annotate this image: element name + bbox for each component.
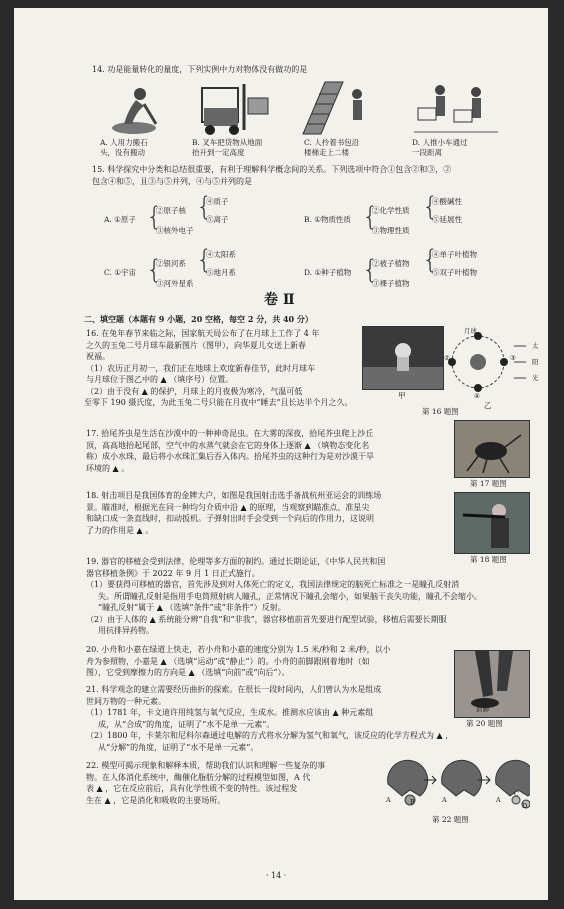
- q19-text: 19. 器官的移植会受到法律、伦理等多方面的制约。通过长期论证，《中华人民共和国 器官移植条例》于 2022 年 9 月 1 日正式施行。 （1）要获得可移植的器官，首先涉及到对人体死亡的定义，我国法律规定的脑死亡标准之一是瞳孔反射消 失。所谓瞳孔反射是指用手电筒照射病人瞳孔，正常情况下瞳孔会缩小，如果脑干丧失功能，瞳孔不会缩小。 “瞳孔反射”属于 ▲ （选填“条件”或“非条件”）反射。 （2）由于人体的 ▲ 系统能分辨“自我”和“非我”，器官移植前首先要进行配型试验，移植后需要长期服 用抗排异药物。: [86, 557, 482, 635]
- q22-label-a3: A: [496, 796, 501, 804]
- q15-a-root: A. ①原子: [104, 215, 136, 224]
- q15-d-r1: ④单子叶植物: [432, 250, 477, 259]
- q16-label-jia: 甲: [398, 391, 406, 400]
- q14-fig-a: [100, 80, 172, 136]
- part2-title: 卷 Ⅱ: [264, 292, 295, 308]
- q15-d-m1: ②被子植物: [372, 259, 410, 268]
- q15-d-r2: ⑤双子叶植物: [432, 268, 477, 277]
- q18-text: 18. 射击项目是我国体育的金牌大户，如图是我国射击选手备战杭州亚运会的训练场 景。瞄准时，根据光在同一种均匀介质中沿 ▲ 的原理，当观察到瞄准点、准星尖 和缺口成一条直线时，扣动扳机。子弹射出时手会受到一个向后的作用力，这说明 了力的作用是 ▲ 。: [86, 491, 382, 535]
- q15-d-m2: ③裸子植物: [372, 279, 410, 288]
- q16-pos-3: ③: [510, 354, 516, 362]
- q16-sunlight-label: 太 阳 光: [532, 342, 539, 382]
- q14-option-b: B. 叉车把货物从地面 抬升到一定高度: [192, 138, 263, 157]
- q15-a-m1: ②原子核: [156, 206, 186, 215]
- q20-tag: 前脚: [476, 705, 489, 713]
- q15-stem-1: 15. 科学探究中分类和总结很重要，有利于理解科学概念间的关系。下列选项中符合①包含②和③，②: [92, 165, 452, 174]
- q15-stem-2: 包含④和⑤，且③与⑤并列，④与⑤并列的是: [92, 177, 252, 186]
- q15-c-r1: ④太阳系: [206, 250, 236, 259]
- q16-moon-label: 月球: [464, 327, 477, 335]
- q16-caption: 第 16 题图: [422, 407, 459, 416]
- q15-a-r1: ④质子: [206, 197, 229, 206]
- q15-b-r1: ④酸碱性: [432, 197, 462, 206]
- q17-beetle-photo: [454, 420, 530, 478]
- q16-label-yi: 乙: [484, 401, 492, 410]
- q14-option-d: D. 人推小车通过 一段距离: [412, 138, 468, 157]
- q14-fig-c: [299, 78, 373, 136]
- q16-photo-jia: [362, 326, 444, 390]
- q14-option-c: C. 人拎着书包沿 楼梯走上二楼: [304, 138, 360, 157]
- q16-text: 16. 在兔年春节来临之际，国家航天局公布了在月球上工作了 4 年 之久的玉兔二号月球车最新图片（图甲），向华夏儿女送上新春 祝福。 （1）农历正月初一，我们正在地球上欢度新春佳节，此时月球车 与月球位于图乙中的 ▲ （填序号）位置。 （2）由于没有 ▲ 的保护，月球上的月夜极为寒冷，气温可低 至零下 190 摄氏度，为此玉兔二号只能在月夜中“睡去”且长达半个月之久。: [84, 329, 353, 407]
- q15-c-m1: ②银河系: [156, 259, 186, 268]
- q21-text: 21. 科学观念的建立需要经历曲折的探索。在很长一段时间内，人们曾认为水是组成 世间万物的一种元素。 （1）1781 年，卡文迪许用纯氢与氧气反应，生成水。推测水应该由 ▲ 种元素组 成，从“合成”的角度，证明了“水不是单一元素”。 （2）1800 年，卡莱尔和尼科尔森通过电解的方式将水分解为氢气和氧气，该反应的化学方程式为 ▲ ， 从“分解”的角度，证明了“水不是单一元素”。: [86, 685, 454, 752]
- q18-shooter-photo: [454, 492, 530, 554]
- q16-pos-1: ①: [474, 331, 480, 339]
- q14-fig-d: [414, 80, 498, 136]
- q14-fig-b: [194, 78, 274, 136]
- q18-caption: 第 18 题图: [470, 555, 507, 564]
- q15-b-m1: ②化学性质: [372, 206, 410, 215]
- q22-label-d: D: [522, 802, 528, 810]
- q22-enzyme-model: [380, 756, 530, 812]
- q15-c-root: C. ①宇宙: [104, 268, 136, 277]
- q15-c-r2: ⑤地月系: [206, 268, 236, 277]
- exam-page: 14. 功是能量转化的量度，下列实例中力对物体没有做功的是 A. 人用力搬石 头，没有搬动 B. 叉车把货物从地面 抬升到一定高度 C. 人拎着书包沿 楼梯走上二楼 D. 人推小车通过 一段距离 15. 科学探究中分类和总结很重要，有利于理解科学概念间的关系。下列选项中符合①包含②和③，② 包含④和⑤，且③与⑤并列，④与⑤并列的是 A. ①原子 { ②原子核 ③核外电子 { ④质子 ⑤离子 B. ①物质性质 { ②化学性质 ③物理性质 { ④酸碱性 ⑤延展性 C. ①宇宙 { ②银河系 ③河外星系 { ④太阳系 ⑤地月系 D. ①种子植物 { ②被子植物 ③裸子植物 { ④单子叶植物 ⑤双子叶植物 卷 Ⅱ 二、填空题（本题有 9 小题，20 空格，每空 2 分，共 40 分） 16. 在兔年春节来临之际，国家航天局公布了在月球上工作了 4 年 之久的玉兔二号月球车最新图片（图甲），向华夏儿女送上新春 祝福。 （1）农历正月初一，我们正在地球上欢度新春佳节，此时月球车 与月球位于图乙中的 ▲ （填序号）位置。 （2）由于没有 ▲ 的保护，月球上的月夜极为寒冷，气温可低 至零下 190 摄氏度，为此玉兔二号只能在月夜中“睡去”且长达半个月之久。 甲 月球 ① ② ③ ④ 太 阳 光 乙 第 16 题图 17. 拾尾芥虫是生活在沙漠中的一种神奇昆虫。在大雾的深夜，拾尾芥虫爬上沙丘 顶，高高地抬起尾部，空气中的水蒸气就会在它的身体上逐渐 ▲ （填物态变化名 称）成小水珠，最后将小水珠汇集后吞入体内。拾尾芥虫的这种行为是对沙漠干旱 环境的 ▲ 。 第 17 题图 18. 射击项目是我国体育的金牌大户，如图是我国射击选手备战杭州亚运会的训练场 景。瞄准时，根据光在同一种均匀介质中沿 ▲ 的原理，当观察到瞄准点、准星尖 和缺口成一条直线时，扣动扳机。子弹射出时手会受到一个向后的作用力，这说明 了力的作用是 ▲ 。 第 18 题图 19. 器官的移植会受到法律、伦理等多方面的制约。通过长期论证，《中华人民共和国 器官移植条例》于 2022 年 9 月 1 日正式施行。 （1）要获得可移植的器官，首先涉及到对人体死亡的定义，我国法律规定的脑死亡标准之一是瞳孔反射消 失。所谓瞳孔反射是指用手电筒照射病人瞳孔，正常情况下瞳孔会缩小，如果脑干丧失功能，瞳孔不会缩小。 “瞳孔反射”属于 ▲ （选填“条件”或“非条件”）反射。 （2）由于人体的 ▲ 系统能分辨“自我”和“非我”，器官移植前首先要进行配型试验，移植后需要长期服 用抗排异药物。 20. 小舟和小嘉在绿道上快走，若小舟和小嘉的速度分别为 1.5 米/秒和 2 米/秒，以小 舟为参照物，小嘉是 ▲ （选填“运动”或“静止”）的。小舟的前脚跟刚着地时（如 图），它受到摩擦力的方向是 ▲ （选填“向前”或“向后”）。 前脚 第 20 题图 21. 科学观念的建立需要经历曲折的探索。在很长一段时间内，人们曾认为水是组成 世间万物的一种元素。 （1）1781 年，卡文迪许用纯氢与氧气反应，生成水。推测水应该由 ▲ 种元素组 成，从“合成”的角度，证明了“水不是单一元素”。 （2）1800 年，卡莱尔和尼科尔森通过电解的方式将水分解为氢气和氧气，该反应的化学方程式为 ▲ ， 从“分解”的角度，证明了“水不是单一元素”。 22. 模型可揭示现象和解释本质，帮助我们认识和理解一些复杂的事 物。在人体消化系统中，酶催化脂肪分解的过程模型如图，A 代 表 ▲ ，它在反应前后，具有化学性质不变的特性。该过程发 生在 ▲ ，它是消化和吸收的主要场所。 A B A C A D 第 22 题图 · 14 ·: [14, 8, 548, 900]
- q15-d-root: D. ①种子植物: [304, 268, 352, 277]
- q15-b-m2: ③物理性质: [372, 226, 410, 235]
- q15-a-r2: ⑤离子: [206, 215, 229, 224]
- q20-caption: 第 20 题图: [466, 719, 503, 728]
- q17-text: 17. 拾尾芥虫是生活在沙漠中的一种神奇昆虫。在大雾的深夜，拾尾芥虫爬上沙丘 顶，高高地抬起尾部，空气中的水蒸气就会在它的身体上逐渐 ▲ （填物态变化名 称）成小水珠，最后将小水珠汇集后吞入体内。拾尾芥虫的这种行为是对沙漠干旱 环境的 ▲ 。: [86, 429, 374, 473]
- q15-b-root: B. ①物质性质: [304, 215, 352, 224]
- q22-label-b: B: [410, 798, 415, 806]
- q17-caption: 第 17 题图: [470, 479, 507, 488]
- q22-label-a1: A: [386, 796, 391, 804]
- q14-stem: 14. 功是能量转化的量度，下列实例中力对物体没有做功的是: [92, 65, 308, 74]
- q14-option-a: A. 人用力搬石 头，没有搬动: [100, 138, 148, 157]
- q16-pos-2: ②: [444, 354, 450, 362]
- q16-pos-4: ④: [474, 392, 480, 400]
- q22-text: 22. 模型可揭示现象和解释本质，帮助我们认识和理解一些复杂的事 物。在人体消化系统中，酶催化脂肪分解的过程模型如图，A 代 表 ▲ ，它在反应前后，具有化学性质不变的特性。该过程发 生在 ▲ ，它是消化和吸收的主要场所。: [86, 761, 326, 805]
- q20-text: 20. 小舟和小嘉在绿道上快走，若小舟和小嘉的速度分别为 1.5 米/秒和 2 米/秒，以小 舟为参照物，小嘉是 ▲ （选填“运动”或“静止”）的。小舟的前脚跟刚着地时（如 图），它受到摩擦力的方向是 ▲ （选填“向前”或“向后”）。: [86, 645, 391, 677]
- q15-b-r2: ⑤延展性: [432, 215, 462, 224]
- q15-a-m2: ③核外电子: [156, 226, 194, 235]
- q22-caption: 第 22 题图: [432, 815, 469, 824]
- part2-section: 二、填空题（本题有 9 小题，20 空格，每空 2 分，共 40 分）: [84, 314, 313, 324]
- q15-c-m2: ③河外星系: [156, 279, 194, 288]
- q22-label-c: C: [514, 790, 519, 798]
- page-number: · 14 ·: [266, 871, 287, 880]
- q22-label-a2: A: [442, 796, 447, 804]
- q16-orbit-diagram: [442, 324, 528, 406]
